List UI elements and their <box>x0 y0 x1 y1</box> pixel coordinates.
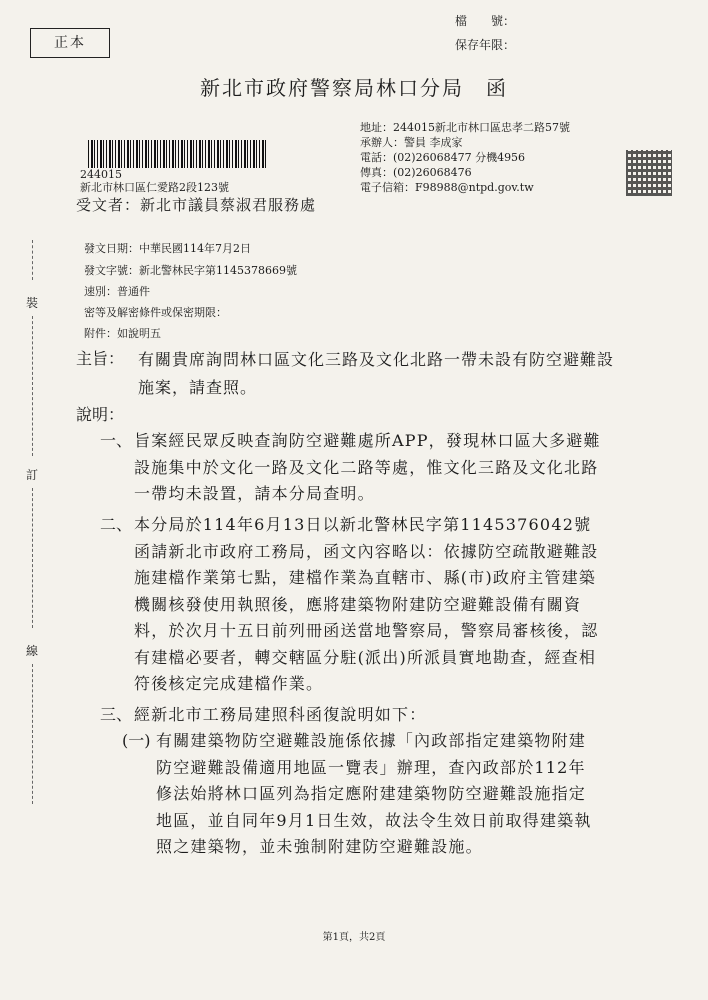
recipient: 受文者：新北市議員蔡淑君服務處 <box>76 196 317 214</box>
reference-number: 發文字號：新北警林民字第1145378669號 <box>84 264 297 277</box>
sender-email: 電子信箱：F98988@ntpd.gov.tw <box>360 181 534 194</box>
explanation-label: 說明： <box>76 405 125 424</box>
binding-mark-top: 裝 <box>26 296 39 310</box>
sender-phone: 電話：(02)26068477 分機4956 <box>360 151 526 164</box>
binding-mark-bottom: 線 <box>26 644 39 658</box>
recipient-postal-code: 244015 <box>80 168 122 181</box>
sub-paragraph-text: 有關建築物防空避難設施係依據「內政部指定建築物附建防空避難設備適用地區一覽表」辦理，查內政部於112年修法始將林口區列為指定應附建建築物防空避難設施指定地區，並自同年9月1日生效，故法令生效日前取得建築執照之建築物，並未強制附建防空避難設施。 <box>156 731 592 856</box>
qr-code-icon <box>626 150 672 196</box>
binding-line <box>32 488 34 628</box>
binding-line <box>32 240 34 280</box>
paragraph-number: 一、 <box>100 431 133 450</box>
sub-paragraph-number: (一) <box>122 731 151 750</box>
sender-info <box>360 120 570 195</box>
binding-line <box>32 664 34 804</box>
binding-mark-mid: 訂 <box>26 468 39 482</box>
subject-label: 主旨： <box>76 349 125 368</box>
issue-date: 發文日期：中華民國114年7月2日 <box>84 242 251 255</box>
sender-handler: 承辦人：警員 李成家 <box>360 136 463 149</box>
sender-fax: 傳真：(02)26068476 <box>360 166 472 179</box>
retention-label: 保存年限： <box>455 38 516 52</box>
original-copy-stamp: 正本 <box>30 28 110 58</box>
document-title: 新北市政府警察局林口分局 函 <box>200 76 508 100</box>
paragraph-text: 本分局於114年6月13日以新北警林民字第1145376042號函請新北市政府工務局，函文內容略以：依據防空疏散避難設施建檔作業第七點，建檔作業為直轄市、縣(市)政府主管建築機關核發使用執照後，應將建築物附建防空避難設備有關資料，於次月十五日前列冊函送當地警察局，警察局審核後，認有建檔必要者，轉交轄區分駐(派出)所派員實地勘查，經查相符後核定完成建檔作業。 <box>134 515 599 693</box>
postal-barcode <box>88 140 268 168</box>
paragraph-number: 二、 <box>100 515 133 534</box>
subject-text: 有關貴席詢問林口區文化三路及文化北路一帶未設有防空避難設施案，請查照。 <box>138 350 615 397</box>
file-number-label: 檔 號： <box>455 14 516 28</box>
page-number: 第1頁，共2頁 <box>322 932 386 943</box>
recipient-address: 新北市林口區仁愛路2段123號 <box>80 181 229 194</box>
recipient-address-block <box>80 168 229 194</box>
attachment: 附件：如說明五 <box>84 327 161 340</box>
paragraph-text: 經新北市工務局建照科函復說明如下： <box>134 705 427 724</box>
paragraph-number: 三、 <box>100 705 133 724</box>
binding-line <box>32 316 34 456</box>
paragraph-text: 旨案經民眾反映查詢防空避難處所APP，發現林口區大多避難設施集中於文化一路及文化二路等處，惟文化三路及文化北路一帶均未設置，請本分局查明。 <box>134 431 601 503</box>
sender-address: 地址：244015新北市林口區忠孝二路57號 <box>360 121 570 134</box>
speed-class: 速別：普通件 <box>84 285 150 298</box>
security-level: 密等及解密條件或保密期限： <box>84 306 227 319</box>
